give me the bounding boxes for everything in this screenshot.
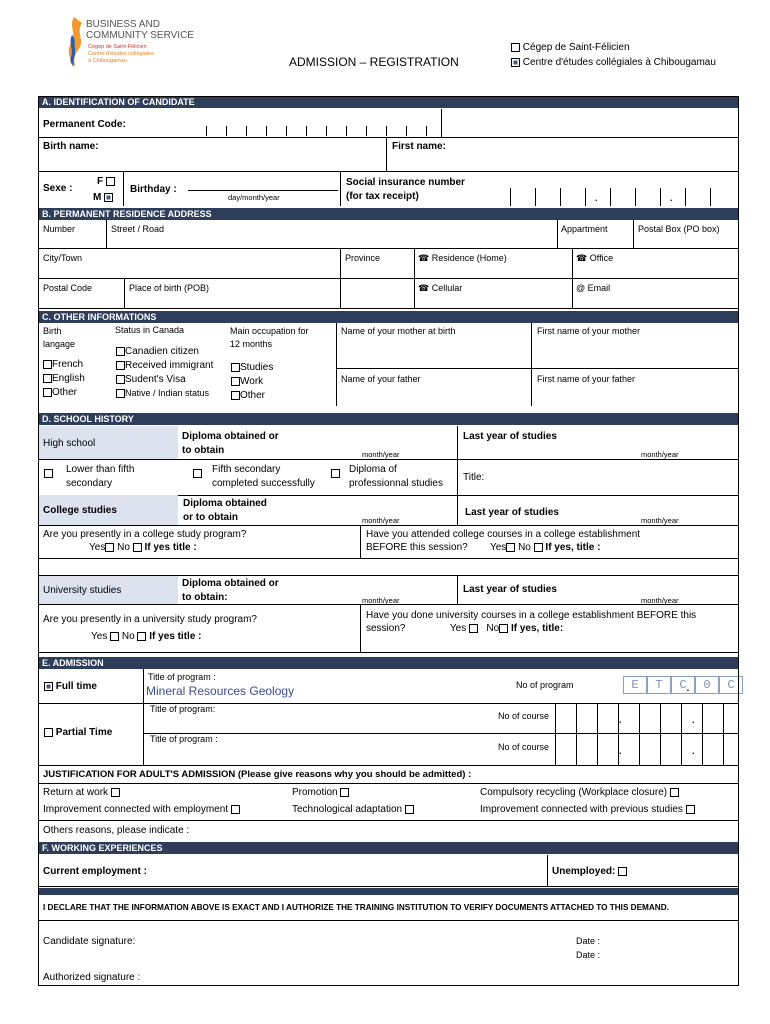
- month-year-col-2: month/year: [641, 516, 679, 525]
- fifth-secondary-label-1: Fifth secondary: [212, 464, 281, 475]
- unemployed-option[interactable]: [552, 866, 627, 877]
- campus-checkbox-2[interactable]: [511, 58, 520, 67]
- status-visa[interactable]: Sudent's Visa: [116, 374, 186, 385]
- lang-other-checkbox[interactable]: [43, 388, 52, 397]
- last-year-label-hs: Last year of studies: [463, 431, 557, 442]
- mother-name-label: Name of your mother at birth: [341, 326, 456, 336]
- diploma-label-hs-1: Diploma obtained or: [182, 431, 279, 442]
- appartment-label: Appartment: [561, 224, 608, 234]
- logo-sub1: Cégep de Saint-Félicien: [88, 44, 147, 50]
- program-title-value[interactable]: Mineral Resources Geology: [146, 684, 295, 698]
- compulsory-checkbox[interactable]: [670, 788, 679, 797]
- lang-french-checkbox[interactable]: [43, 360, 52, 369]
- sin-field[interactable]: . .: [510, 188, 739, 206]
- reason-compulsory[interactable]: Compulsory recycling (Workplace closure): [480, 787, 679, 798]
- birthday-format: day/month/year: [228, 193, 280, 202]
- pob-label: Place of birth (POB): [129, 283, 210, 293]
- section-e-header: E. ADMISSION: [38, 657, 739, 669]
- sin-label-1: Social insurance number: [346, 177, 465, 188]
- partial-time-option[interactable]: [44, 727, 112, 738]
- lang-french[interactable]: French: [43, 359, 83, 370]
- full-time-option[interactable]: [44, 681, 97, 692]
- college-question-2b[interactable]: BEFORE this session? Yes No If yes, title :: [366, 542, 601, 553]
- fifth-secondary-label-2: completed successfully: [212, 478, 315, 489]
- declaration-text: I DECLARE THAT THE INFORMATION ABOVE IS EXACT AND I AUTHORIZE THE TRAINING INSTITUTION TO VERIFY DOCUMENTS ATTACHED TO THIS DEMAND.: [43, 903, 669, 912]
- code-char-4[interactable]: 0: [695, 676, 719, 694]
- university-question: Are you presently in a university study program?: [43, 614, 257, 625]
- month-year-hs-2: month/year: [641, 450, 679, 459]
- lower-fifth-label-1: Lower than fifth: [66, 464, 135, 475]
- title-program-label-3: Title of program :: [150, 734, 218, 744]
- city-label: City/Town: [43, 253, 83, 263]
- status-label: Status in Canada: [115, 325, 185, 335]
- tech-checkbox[interactable]: [405, 805, 414, 814]
- university-question-2a: Have you done university courses in a college establishment BEFORE this: [366, 610, 697, 621]
- program-code-field[interactable]: [623, 676, 739, 698]
- phone-icon: ☎: [418, 253, 430, 263]
- lower-fifth-label-2: secondary: [66, 478, 113, 489]
- college-no-checkbox[interactable]: [133, 543, 142, 552]
- unemployed-checkbox[interactable]: [618, 867, 627, 876]
- lang-english[interactable]: English: [43, 373, 85, 384]
- current-employment-label: Current employment :: [43, 866, 147, 877]
- status-citizen[interactable]: Canadien citizen: [116, 346, 199, 357]
- birthday-field[interactable]: [188, 190, 338, 191]
- title-program-label: Title of program :: [148, 672, 216, 682]
- birth-language-label-1: Birth: [43, 326, 62, 336]
- lang-other[interactable]: Other: [43, 387, 77, 398]
- phone-icon: ☎: [576, 253, 588, 263]
- occ-studies[interactable]: Studies: [231, 362, 273, 373]
- sex-f-checkbox[interactable]: [106, 177, 115, 186]
- uni-yes-checkbox[interactable]: [110, 632, 119, 641]
- occ-work-checkbox[interactable]: [231, 377, 240, 386]
- prof-studies-label-2: professionnal studies: [349, 478, 443, 489]
- code-char-3[interactable]: C: [671, 676, 695, 694]
- status-citizen-checkbox[interactable]: [116, 347, 125, 356]
- campus-option-2[interactable]: [511, 57, 716, 68]
- lower-fifth-checkbox[interactable]: [44, 469, 53, 478]
- diploma-label-uni-1: Diploma obtained or: [182, 578, 279, 589]
- status-immigrant-checkbox[interactable]: [116, 361, 125, 370]
- sexe-label: Sexe :: [43, 183, 73, 194]
- last-year-label-col: Last year of studies: [465, 507, 559, 518]
- campus-option-1[interactable]: [511, 42, 630, 53]
- improve-employment-checkbox[interactable]: [231, 805, 240, 814]
- code-char-5[interactable]: C: [719, 676, 743, 694]
- section-f-header: F. WORKING EXPERIENCES: [38, 842, 739, 854]
- diploma-label-uni-2: to obtain:: [182, 592, 228, 603]
- no-course-label-2: No of course: [498, 742, 550, 752]
- logo-line2: COMMUNITY SERVICE: [86, 30, 194, 41]
- month-year-uni-2: month/year: [641, 596, 679, 605]
- logo-sub3: à Chibougamau: [88, 58, 127, 64]
- section-d-header: D. SCHOOL HISTORY: [38, 413, 739, 425]
- code-dot: .: [686, 678, 690, 694]
- logo-sub2: Centre d'études collégiales: [88, 51, 154, 57]
- province-label: Province: [345, 253, 381, 263]
- month-year-uni-1: month/year: [362, 596, 400, 605]
- logo: [62, 15, 192, 71]
- diploma-label-col-2: or to obtain: [183, 512, 238, 523]
- title-label-hs: Title:: [463, 472, 485, 483]
- postal-code-label: Postal Code: [43, 283, 93, 293]
- university-question-2b[interactable]: session? Yes No If yes, title:: [366, 623, 564, 634]
- fifth-secondary-checkbox[interactable]: [193, 469, 202, 478]
- prof-studies-checkbox[interactable]: [331, 469, 340, 478]
- full-time-checkbox[interactable]: [44, 682, 53, 691]
- uni-before-no-checkbox[interactable]: [499, 624, 508, 633]
- college-question: Are you presently in a college study program?: [43, 529, 247, 540]
- month-year-col-1: month/year: [362, 516, 400, 525]
- occupation-label-2: 12 months: [230, 339, 273, 349]
- return-work-checkbox[interactable]: [111, 788, 120, 797]
- college-studies-label: College studies: [43, 505, 117, 516]
- reason-promotion[interactable]: Promotion: [292, 787, 349, 798]
- status-visa-checkbox[interactable]: [116, 375, 125, 384]
- high-school-label: High school: [43, 438, 96, 449]
- authorized-signature-label[interactable]: Authorized signature :: [43, 972, 141, 983]
- uni-no-checkbox[interactable]: [137, 632, 146, 641]
- father-first-name-label: First name of your father: [537, 374, 636, 384]
- status-native[interactable]: Native / Indian status: [116, 388, 209, 398]
- candidate-signature-label[interactable]: Candidate signature:: [43, 936, 136, 947]
- college-yes-checkbox[interactable]: [105, 543, 114, 552]
- reason-tech[interactable]: Technological adaptation: [292, 804, 414, 815]
- university-label: University studies: [43, 585, 122, 596]
- sin-label-2: (for tax receipt): [346, 191, 419, 202]
- no-program-label: No of program: [516, 680, 574, 690]
- prof-studies-label-1: Diploma of: [349, 464, 397, 475]
- campus-label-1: Cégep de Saint-Félicien: [522, 42, 630, 53]
- residence-phone-label: ☎ Residence (Home): [418, 253, 507, 263]
- month-year-hs-1: month/year: [362, 450, 400, 459]
- promotion-checkbox[interactable]: [340, 788, 349, 797]
- sex-f-label: F: [97, 176, 104, 187]
- office-phone-label: ☎ Office: [576, 253, 614, 263]
- first-name-label: First name:: [392, 141, 446, 152]
- occ-other[interactable]: Other: [231, 390, 265, 401]
- last-year-label-uni: Last year of studies: [463, 584, 557, 595]
- divider-bar: [38, 888, 739, 895]
- uni-before-yes-checkbox[interactable]: [469, 624, 478, 633]
- date-label-1[interactable]: Date :: [576, 936, 601, 946]
- cellular-label: ☎ Cellular: [418, 283, 463, 293]
- reason-improve-employment[interactable]: Improvement connected with employment: [43, 804, 240, 815]
- number-label: Number: [43, 224, 76, 234]
- college-yes-no[interactable]: Yes No If yes title :: [89, 542, 197, 553]
- diploma-label-col-1: Diploma obtained: [183, 498, 267, 509]
- email-label: @ Email: [576, 283, 611, 293]
- flame-logo-icon: [62, 15, 84, 69]
- college-before-yes-checkbox[interactable]: [506, 543, 515, 552]
- sex-m-option[interactable]: [93, 192, 113, 203]
- page-title: ADMISSION – REGISTRATION: [289, 55, 459, 69]
- campus-label-2: Centre d'études collégiales à Chibougamau: [522, 57, 716, 68]
- code-char-1[interactable]: E: [623, 676, 647, 694]
- status-immigrant[interactable]: Received immigrant: [116, 360, 213, 371]
- mother-first-name-label: First name of your mother: [537, 326, 641, 336]
- status-native-checkbox[interactable]: [116, 389, 125, 398]
- sex-f-option[interactable]: [97, 176, 115, 187]
- section-b-header: B. PERMANENT RESIDENCE ADDRESS: [38, 208, 739, 220]
- diploma-label-hs-2: to obtain: [182, 445, 225, 456]
- occ-other-checkbox[interactable]: [231, 391, 240, 400]
- father-name-label: Name of your father: [341, 374, 421, 384]
- sex-m-label: M: [93, 192, 102, 203]
- improve-studies-checkbox[interactable]: [686, 805, 695, 814]
- birthday-label: Birthday :: [130, 184, 177, 195]
- reason-improve-studies[interactable]: Improvement connected with previous studies: [480, 804, 695, 815]
- partial-time-checkbox[interactable]: [44, 728, 53, 737]
- college-question-2a: Have you attended college courses in a college establishment: [366, 529, 641, 540]
- date-label-2[interactable]: Date :: [576, 950, 601, 960]
- occ-studies-checkbox[interactable]: [231, 363, 240, 372]
- course-code-field-1[interactable]: . .: [555, 703, 739, 733]
- sex-m-checkbox[interactable]: [104, 193, 113, 202]
- course-code-field-2[interactable]: . .: [555, 733, 739, 765]
- permanent-code-label: Permanent Code:: [43, 119, 126, 130]
- po-box-label: Postal Box (PO box): [638, 224, 720, 234]
- university-yes-no[interactable]: Yes No If yes title :: [91, 631, 202, 642]
- reason-return-work[interactable]: Return at work: [43, 787, 120, 798]
- other-reasons-label: Others reasons, please indicate :: [43, 825, 190, 836]
- college-before-no-checkbox[interactable]: [534, 543, 543, 552]
- unemployed-label: Unemployed:: [552, 866, 616, 877]
- phone-icon: ☎: [418, 283, 430, 293]
- logo-line1: BUSINESS AND: [86, 19, 160, 30]
- code-char-2[interactable]: T: [647, 676, 671, 694]
- street-label: Street / Road: [111, 224, 165, 234]
- title-program-label-2: Title of program:: [150, 704, 216, 714]
- section-a-header: A. IDENTIFICATION OF CANDIDATE: [38, 96, 739, 108]
- birth-name-label: Birth name:: [43, 141, 99, 152]
- birth-language-label-2: langage: [43, 339, 76, 349]
- occupation-label-1: Main occupation for: [230, 326, 309, 336]
- campus-checkbox-1[interactable]: [511, 43, 520, 52]
- section-c-header: C. OTHER INFORMATIONS: [38, 311, 739, 323]
- no-course-label-1: No of course: [498, 711, 550, 721]
- lang-english-checkbox[interactable]: [43, 374, 52, 383]
- justification-label: JUSTIFICATION FOR ADULT'S ADMISSION (Please give reasons why you should be admitted) :: [43, 769, 472, 780]
- occ-work[interactable]: Work: [231, 376, 263, 387]
- partial-time-label: Partial Time: [55, 727, 113, 738]
- full-time-label: Full time: [55, 681, 97, 692]
